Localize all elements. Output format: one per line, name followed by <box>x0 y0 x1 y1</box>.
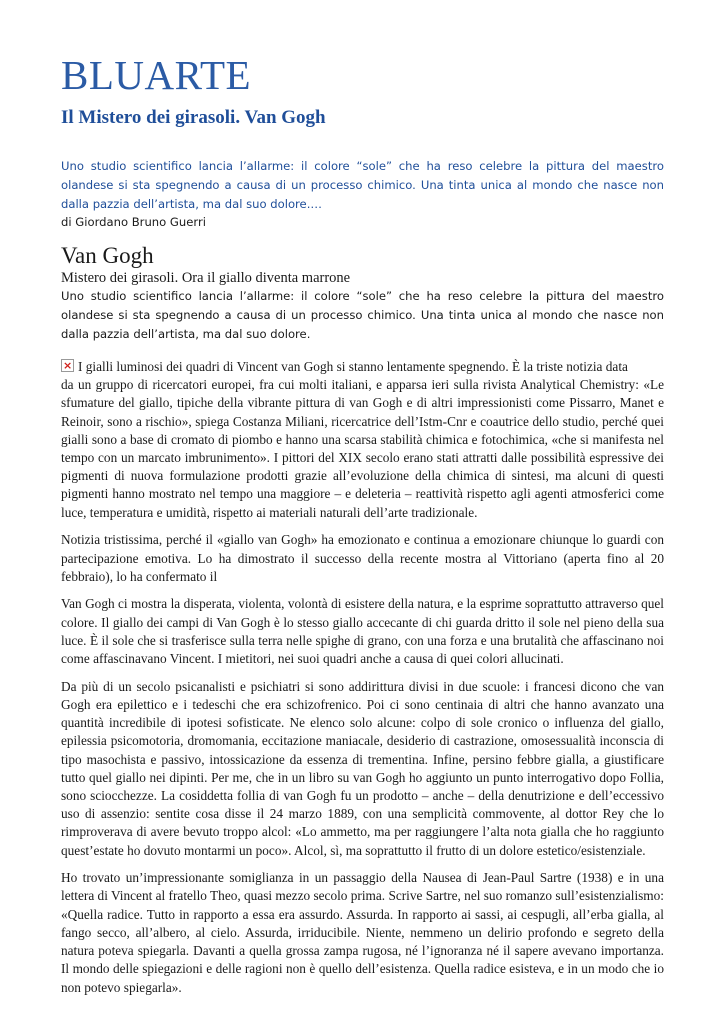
paragraph-1 <box>61 358 664 522</box>
article-lead: Uno studio scientifico lancia l’allarme: il colore “sole” che ha reso celebre la pittura del maestro olandese si sta spegnendo a causa di un processo chimico. Una tinta unica al mondo che nasce non dalla pazzia dell’artista, ma dal suo dolore. <box>61 289 664 341</box>
byline: di Giordano Bruno Guerri <box>61 215 206 229</box>
paragraph-1-first-line <box>61 358 664 376</box>
paragraph-1-text: da un gruppo di ricercatori europei, fra cui molti italiani, e apparsa ieri sulla rivista Analytical Chemistry: «Le sfumature del giallo, tipiche della vibrante pittura di van Gogh e di altri impressionisti come Pissarro, Manet e Reinoir, sono a rischio», spiega Costanza Miliani, ricercatrice dell’Istm-Cnr e coautrice dello studio, perché quei gialli sono a base di cromato di piombo e hanno una scarsa stabilità chimica e fotochimica, «che si manifesta nel tempo con un marcato imbrunimento». I pittori del XIX secolo erano stati attratti dalle possibilità espressive dei pigmenti di nuova formulazione prodotti grazie all’evoluzione della chimica di sintesi, ma alcuni di questi pigmenti hanno mostrato nel tempo una maggiore – e deleteria – reattività rispetto agli agenti atmosferici come luce, temperatura e umidità, rispetto ai materiali naturali dell’arte tradizionale. <box>61 377 664 520</box>
paragraph-4: Da più di un secolo psicanalisti e psichiatri si sono addirittura divisi in due scuole: i francesi dicono che van Gogh era epilettico e i tedeschi che era schizofrenico. Poi ci sono centinaia di altri che hanno avanzato una quantità incredibile di ipotesi sofisticate. Ne elenco solo alcune: colpo di sole cronico o influenza del giallo, epilessia psicomotoria, dromomania, eccitazione maniacale, desiderio di castrazione, omosessualità inconscia di tipo masochista e passivo, intossicazione da essenza di trementina. Infine, persino febbre gialla, a giustificare tutto quel giallo nei dipinti. Per me, che in un libro su van Gogh ho aggiunto un punto interrogativo dopo Follia, sono sciocchezze. La cosiddetta follia di van Gogh fu un prodotto – anche – della denutrizione e dell’eccessivo uso di assenzio: sentite cosa disse il 24 marzo 1889, con una semplicità commovente, al dottor Rey che lo rimproverava di avere bevuto troppo alcol: «Lo ammetto, ma per raggiungere l’alta nota gialla che ho raggiunto quest’estate ho dovuto montarmi un poco». Alcol, sì, ma soprattutto il frutto di un dolore estetico/esistenziale. <box>61 678 664 858</box>
article-heading: Van Gogh <box>61 243 154 268</box>
paragraph-1-first-text: I gialli luminosi dei quadri di Vincent van Gogh si stanno lentamente spegnendo. È la triste notizia data <box>78 359 628 374</box>
paragraph-5: Ho trovato un’impressionante somiglianza in un passaggio della Nausea di Jean-Paul Sartre (1938) e in una lettera di Vincent al fratello Theo, quasi mezzo secolo prima. Scrive Sartre, nel suo romanzo sull’esistenzialismo: «Quella radice. Tutto in rapporto a essa era assurdo. Assurda. In rapporto ai sassi, ai cespugli, all’erba gialla, al fango secco, all’albero, al cielo. Assurda, irriducibile. Niente, nemmeno un delirio profondo e segreto della natura poteva spiegarla. Davanti a quella grossa zampa rugosa, né l’ignoranza né il sapere avevano importanza. Il mondo delle spiegazioni e delle ragioni non è quello dell’esistenza. Quella radice esisteva, e in un modo che io non potevo spiegarla». <box>61 870 664 995</box>
article-subheading: Mistero dei girasoli. Ora il giallo diventa marrone <box>61 270 351 286</box>
post-title[interactable]: Il Mistero dei girasoli. Van Gogh <box>61 107 326 128</box>
paragraph-2: Notizia tristissima, perché il «giallo van Gogh» ha emozionato e continua a emozionare chiunque lo guardi con partecipazione emotiva. Lo ha dimostrato il successo della recente mostra al Vittoriano (aperta fino al 20 febbraio), lo ha confermato il <box>61 532 664 584</box>
site-logo[interactable]: BLUARTE <box>61 52 252 98</box>
post-excerpt[interactable]: Uno studio scientifico lancia l’allarme: il colore “sole” che ha reso celebre la pittura del maestro olandese si sta spegnendo a causa di un processo chimico. Una tinta unica al mondo che nasce non dalla pazzia dell’artista, ma dal suo dolore.… <box>61 159 664 211</box>
broken-image-icon <box>61 359 74 372</box>
paragraph-3: Van Gogh ci mostra la disperata, violenta, volontà di esistere della natura, e la esprime soprattutto attraverso quel colore. Il giallo dei campi di Van Gogh è lo stesso giallo accecante di chi guarda dritto il sole nel pieno della sua luce. È il sole che si trasferisce sulla terra nelle spighe di grano, con una forza e una brutalità che affascinano noi come affascinavano Vincent. I mietitori, nei suoi quadri anche a causa di quei colori allucinati. <box>61 596 664 667</box>
